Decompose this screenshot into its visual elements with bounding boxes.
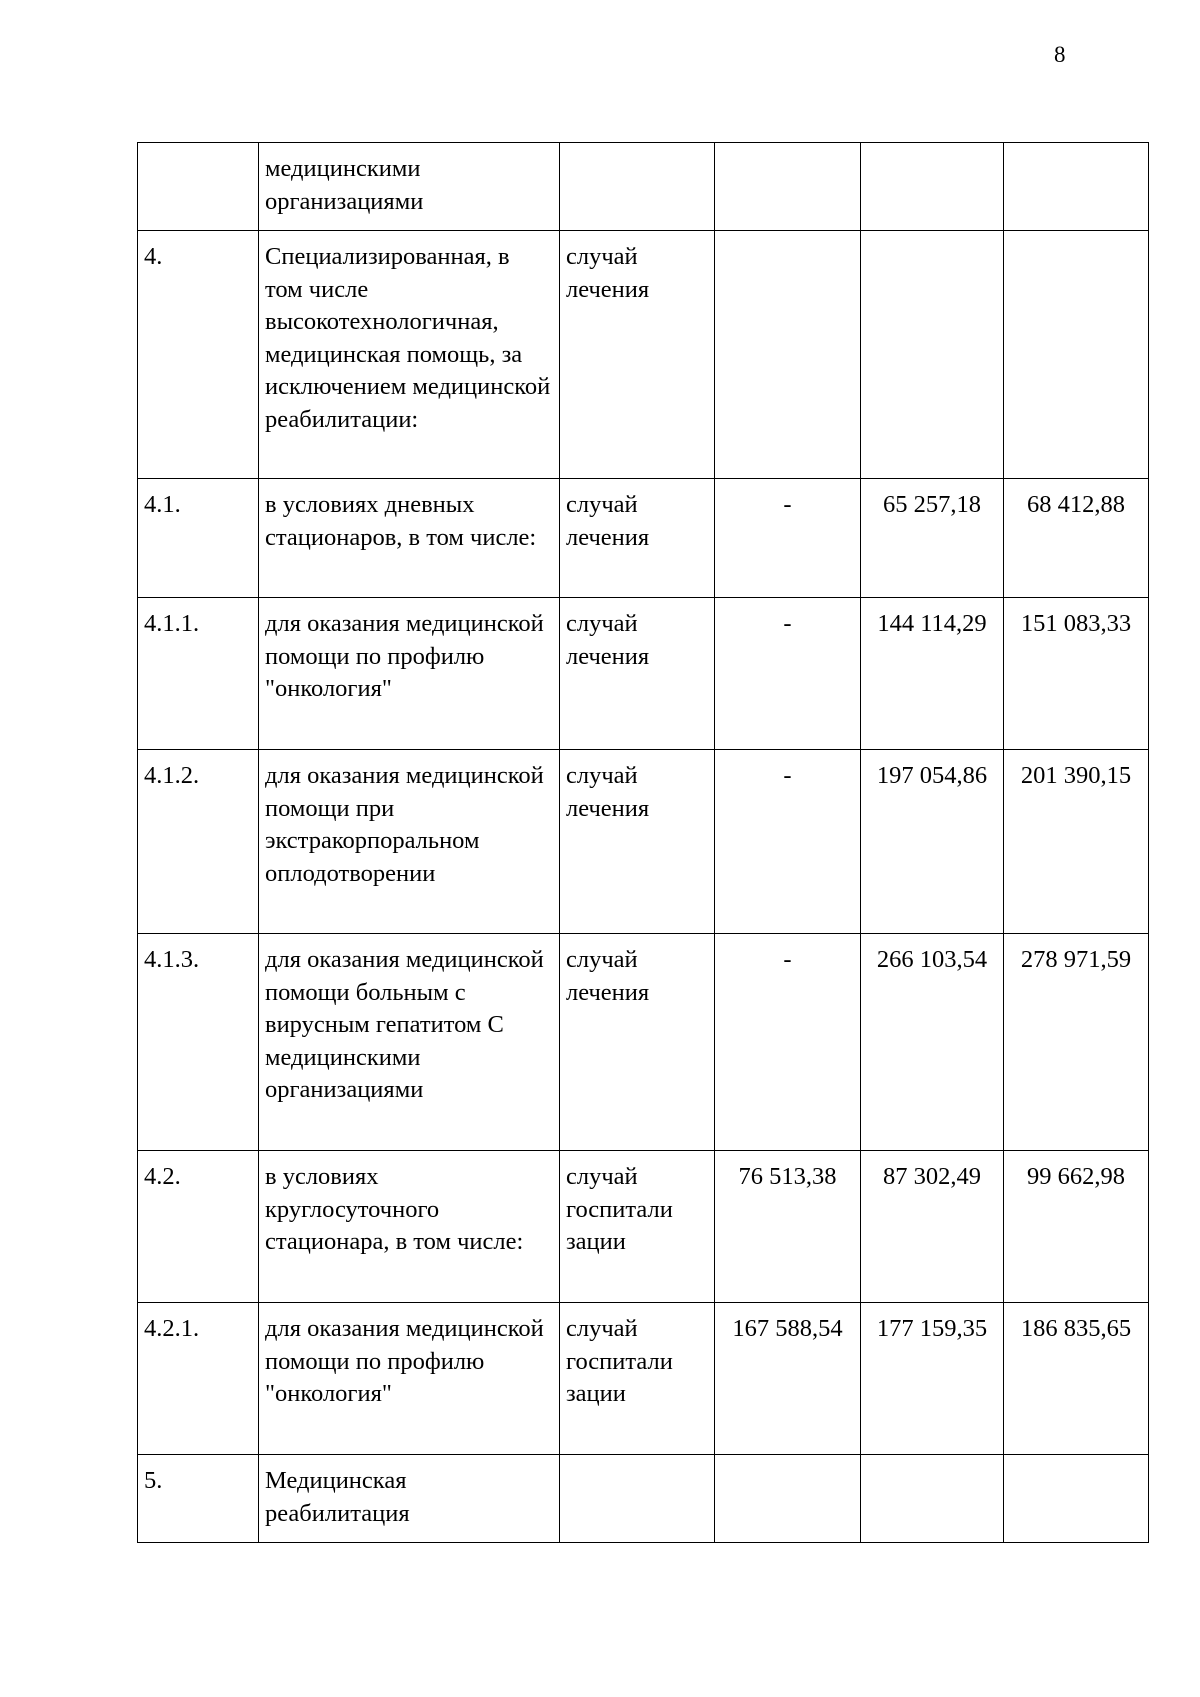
row-number: 4. bbox=[138, 231, 259, 479]
row-value-2: 65 257,18 bbox=[861, 479, 1004, 598]
row-description: медицинскими организациями bbox=[259, 143, 560, 231]
row-value-3: 68 412,88 bbox=[1004, 479, 1149, 598]
row-unit: случай лечения bbox=[560, 231, 715, 479]
row-unit: случай госпитали зации bbox=[560, 1151, 715, 1303]
row-value-1: - bbox=[715, 750, 861, 934]
row-unit bbox=[560, 143, 715, 231]
table-row bbox=[138, 598, 1149, 750]
row-description: для оказания медицинской помощи по профилю "онкология" bbox=[259, 1303, 560, 1455]
row-value-2: 144 114,29 bbox=[861, 598, 1004, 750]
row-number: 4.1. bbox=[138, 479, 259, 598]
row-value-3: 151 083,33 bbox=[1004, 598, 1149, 750]
row-value-2: 177 159,35 bbox=[861, 1303, 1004, 1455]
row-unit bbox=[560, 1455, 715, 1543]
row-description: для оказания медицинской помощи при экстракорпоральном оплодотворении bbox=[259, 750, 560, 934]
row-description: для оказания медицинской помощи по профилю "онкология" bbox=[259, 598, 560, 750]
row-value-1: 167 588,54 bbox=[715, 1303, 861, 1455]
table-row bbox=[138, 479, 1149, 598]
row-value-2: 197 054,86 bbox=[861, 750, 1004, 934]
row-value-1: - bbox=[715, 934, 861, 1151]
row-value-3: 186 835,65 bbox=[1004, 1303, 1149, 1455]
row-number: 4.1.2. bbox=[138, 750, 259, 934]
row-description: Специализированная, в том числе высокотехнологичная, медицинская помощь, за исключением медицинской реабилитации: bbox=[259, 231, 560, 479]
page-number: 8 bbox=[1054, 42, 1066, 67]
row-value-3 bbox=[1004, 231, 1149, 479]
table-row bbox=[138, 1151, 1149, 1303]
row-value-3: 99 662,98 bbox=[1004, 1151, 1149, 1303]
row-description: в условиях круглосуточного стационара, в том числе: bbox=[259, 1151, 560, 1303]
row-value-3: 278 971,59 bbox=[1004, 934, 1149, 1151]
tariff-table bbox=[137, 142, 1149, 1543]
row-number: 4.2.1. bbox=[138, 1303, 259, 1455]
row-unit: случай госпитали зации bbox=[560, 1303, 715, 1455]
row-value-1 bbox=[715, 231, 861, 479]
row-description: Медицинская реабилитация bbox=[259, 1455, 560, 1543]
row-value-1: - bbox=[715, 479, 861, 598]
row-value-1: - bbox=[715, 598, 861, 750]
row-value-2 bbox=[861, 231, 1004, 479]
row-number: 5. bbox=[138, 1455, 259, 1543]
row-value-3 bbox=[1004, 1455, 1149, 1543]
row-value-2 bbox=[861, 1455, 1004, 1543]
row-unit: случай лечения bbox=[560, 934, 715, 1151]
row-number: 4.1.1. bbox=[138, 598, 259, 750]
row-value-1 bbox=[715, 143, 861, 231]
table-row bbox=[138, 750, 1149, 934]
table-row bbox=[138, 231, 1149, 479]
row-value-2: 87 302,49 bbox=[861, 1151, 1004, 1303]
row-number bbox=[138, 143, 259, 231]
table-row bbox=[138, 1303, 1149, 1455]
row-unit: случай лечения bbox=[560, 598, 715, 750]
row-value-3: 201 390,15 bbox=[1004, 750, 1149, 934]
row-value-1: 76 513,38 bbox=[715, 1151, 861, 1303]
row-number: 4.2. bbox=[138, 1151, 259, 1303]
row-value-3 bbox=[1004, 143, 1149, 231]
row-value-2 bbox=[861, 143, 1004, 231]
table-row bbox=[138, 143, 1149, 231]
row-value-2: 266 103,54 bbox=[861, 934, 1004, 1151]
row-unit: случай лечения bbox=[560, 750, 715, 934]
table-row bbox=[138, 934, 1149, 1151]
row-description: в условиях дневных стационаров, в том числе: bbox=[259, 479, 560, 598]
row-value-1 bbox=[715, 1455, 861, 1543]
row-unit: случай лечения bbox=[560, 479, 715, 598]
table-row bbox=[138, 1455, 1149, 1543]
row-description: для оказания медицинской помощи больным с вирусным гепатитом С медицинскими организациями bbox=[259, 934, 560, 1151]
row-number: 4.1.3. bbox=[138, 934, 259, 1151]
